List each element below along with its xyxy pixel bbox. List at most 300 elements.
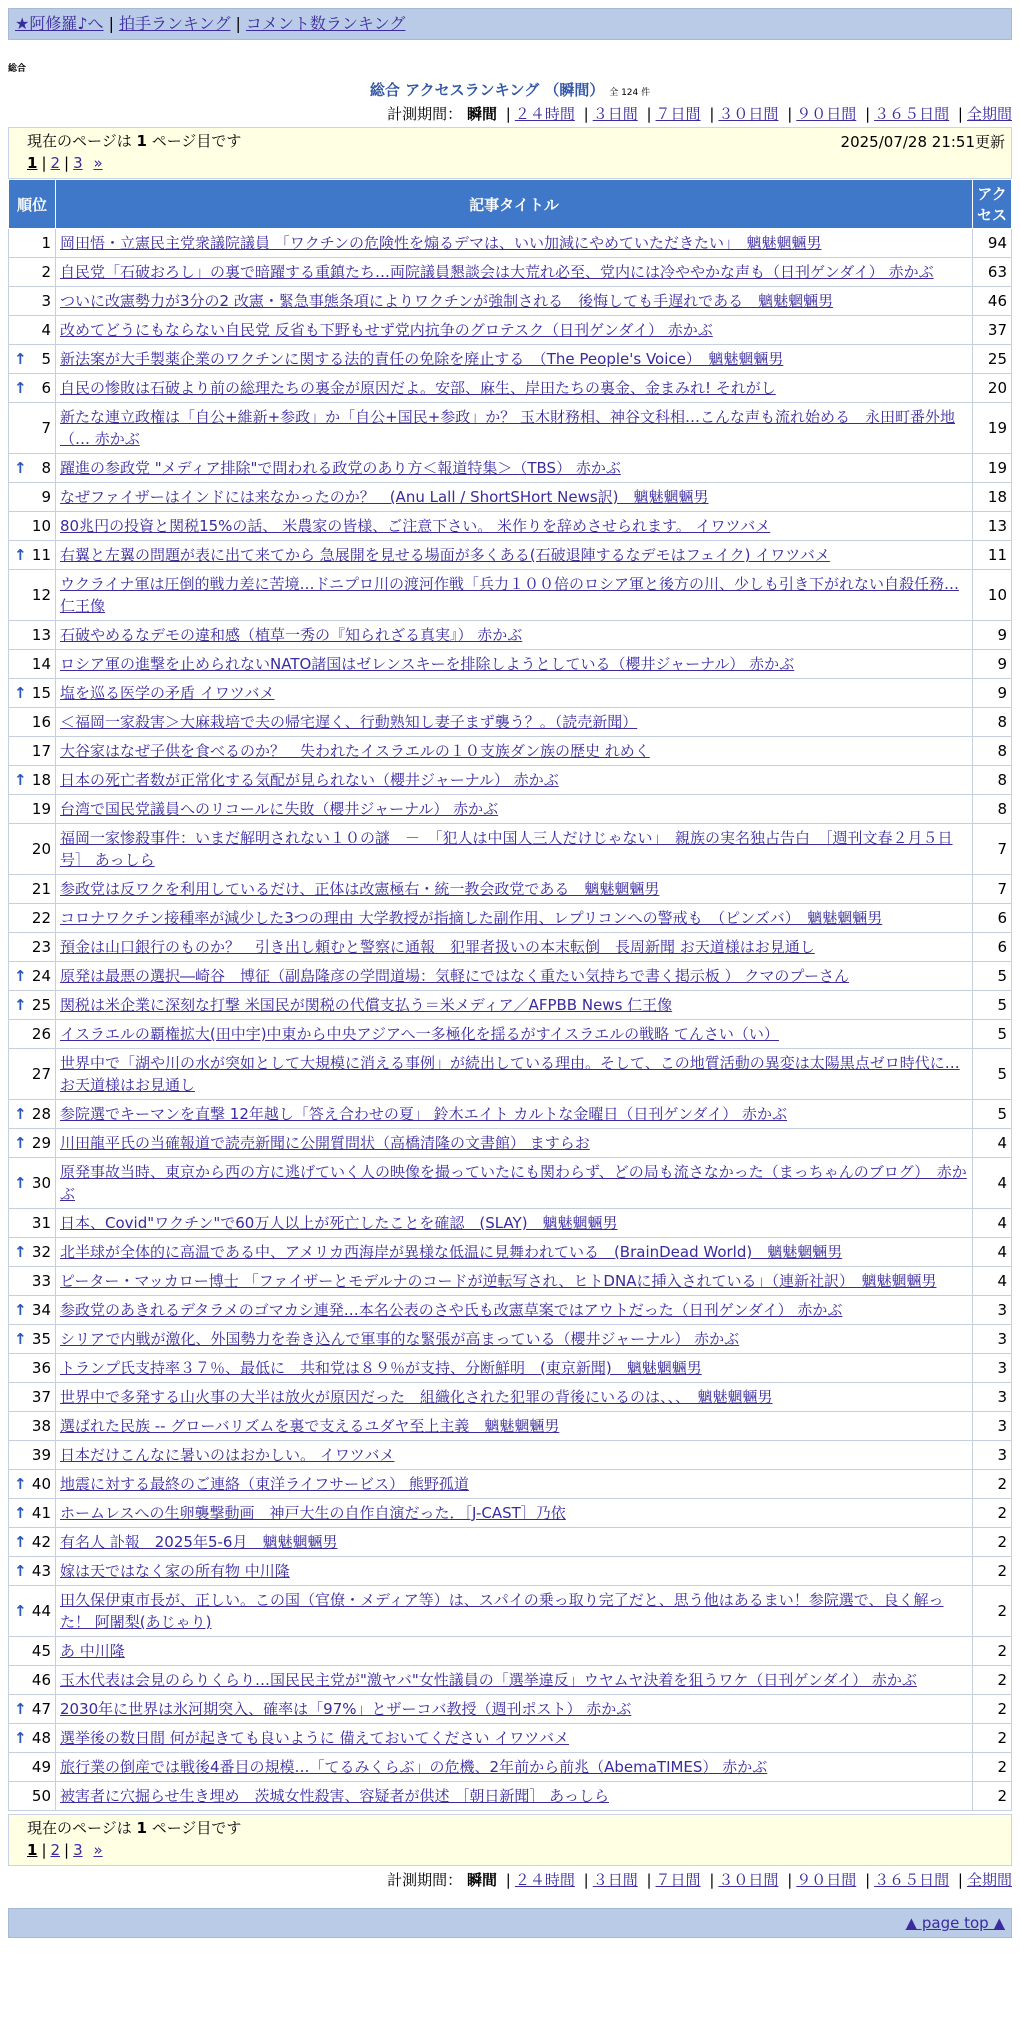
rank-cell	[9, 933, 56, 962]
table-row	[9, 1753, 1012, 1782]
home-link[interactable]: ★阿修羅♪へ	[15, 14, 104, 33]
access-count: 8	[973, 795, 1012, 824]
rank-cell	[9, 374, 56, 403]
rank-number: 14	[31, 655, 51, 673]
rank-number: 30	[31, 1174, 51, 1192]
table-row	[9, 483, 1012, 512]
period-link-all[interactable]: 全期間	[966, 105, 1012, 123]
article-link[interactable]: 大谷家はなぜ子供を食べるのか？ 失われたイスラエルの１０支族ダン族の歴史 れめく	[60, 742, 650, 760]
pager-top: 現在のページは 1 ページ目です 2025/07/28 21:51更新 1 | 2 | 3 »	[8, 127, 1012, 179]
rank-number: 12	[31, 586, 51, 604]
table-row	[9, 1412, 1012, 1441]
rank-cell	[9, 1557, 56, 1586]
rank-number: 15	[31, 684, 51, 702]
title-cell	[56, 316, 973, 345]
access-count: 2	[973, 1666, 1012, 1695]
period-selector-bottom: 計測期間： 瞬間 | ２４時間 | ３日間 | ７日間 | ３０日間 | ９０日間 | ３６５日間 | 全期間	[387, 1871, 1012, 1889]
access-count: 2	[973, 1724, 1012, 1753]
rank-number: 40	[31, 1475, 51, 1493]
rank-cell	[9, 962, 56, 991]
rank-number: 41	[31, 1504, 51, 1522]
table-row	[9, 1637, 1012, 1666]
rank-cell	[9, 650, 56, 679]
table-row	[9, 229, 1012, 258]
rank-cell	[9, 1470, 56, 1499]
period-selector-top: 計測期間： 瞬間 | ２４時間 | ３日間 | ７日間 | ３０日間 | ９０日間 | ３６５日間 | 全期間	[387, 105, 1012, 123]
rank-cell	[9, 1499, 56, 1528]
rank-cell	[9, 229, 56, 258]
rank-number: 8	[41, 459, 51, 477]
page-2-link[interactable]: 2	[50, 1841, 61, 1859]
title-cell	[56, 1383, 973, 1412]
access-count: 2	[973, 1499, 1012, 1528]
title-cell	[56, 1325, 973, 1354]
rank-number: 43	[31, 1562, 51, 1580]
title-header: 記事タイトル	[56, 180, 973, 229]
article-link[interactable]: ホームレスへの生卵襲撃動画 神戸大生の自作自演だった．［J-CAST］乃依	[60, 1504, 566, 1522]
rank-number: 25	[31, 996, 51, 1014]
period-link-24h[interactable]: ２４時間	[514, 1871, 575, 1889]
title-cell	[56, 541, 973, 570]
rank-cell	[9, 1020, 56, 1049]
rank-cell	[9, 737, 56, 766]
rank-header: 順位	[9, 180, 56, 229]
article-link[interactable]: 原発事故当時、東京から西の方に逃げていく人の映像を撮っていたにも関わらず、どの局も流さなかった（まっちゃんのブログ） 赤かぶ	[60, 1163, 967, 1203]
page-title-line	[0, 79, 1020, 100]
article-link[interactable]: 参政党は反ワクを利用しているだけ、正体は改憲極右・統一教会政党である 魑魅魍魎男	[60, 880, 660, 898]
access-count: 7	[973, 824, 1012, 875]
article-link[interactable]: 新たな連立政権は「自公+維新+参政」か「自公+国民+参政」か？ 玉木財務相、神谷文科相…こんな声も流れ始める 永田町番外地（… 赤かぶ	[60, 408, 956, 448]
article-link[interactable]: 日本の死亡者数が正常化する気配が見られない（櫻井ジャーナル） 赤かぶ	[60, 771, 559, 789]
access-count: 2	[973, 1637, 1012, 1666]
table-row	[9, 454, 1012, 483]
table-row	[9, 1528, 1012, 1557]
access-count: 6	[973, 904, 1012, 933]
title-cell	[56, 1557, 973, 1586]
page-top-link[interactable]: ▲ page top ▲	[905, 1914, 1005, 1932]
title-cell	[56, 1238, 973, 1267]
rank-number: 31	[31, 1214, 51, 1232]
table-row	[9, 766, 1012, 795]
access-count: 5	[973, 1049, 1012, 1100]
rank-number: 19	[31, 800, 51, 818]
title-cell	[56, 1782, 973, 1811]
table-row	[9, 737, 1012, 766]
rank-cell	[9, 795, 56, 824]
total-count: 全 124 件	[609, 88, 651, 98]
title-cell	[56, 650, 973, 679]
rank-cell	[9, 1782, 56, 1811]
rank-cell	[9, 512, 56, 541]
table-row	[9, 374, 1012, 403]
rank-number: 50	[31, 1787, 51, 1805]
title-cell	[56, 1412, 973, 1441]
rank-cell	[9, 679, 56, 708]
rank-up-arrow-icon: ↑	[14, 459, 27, 477]
title-cell	[56, 991, 973, 1020]
rank-number: 10	[31, 517, 51, 535]
title-cell	[56, 1354, 973, 1383]
article-link[interactable]: 躍進の参政党 "メディア排除"で問われる政党のあり方＜報道特集＞（TBS） 赤かぶ	[60, 459, 621, 477]
rank-number: 45	[31, 1642, 51, 1660]
rank-cell	[9, 766, 56, 795]
bottom-bar	[8, 1908, 1012, 1938]
title-cell	[56, 1158, 973, 1209]
table-row	[9, 1209, 1012, 1238]
title-cell	[56, 1637, 973, 1666]
article-link[interactable]: 自民の惨敗は石破より前の総理たちの裏金が原因だよ。安部、麻生、岸田たちの裏金、金まみれ! それがし	[60, 379, 776, 397]
pager-current-number: 1	[136, 1819, 147, 1837]
rank-cell	[9, 1354, 56, 1383]
period-link-30d[interactable]: ３０日間	[718, 1871, 779, 1889]
title-cell	[56, 708, 973, 737]
title-cell	[56, 875, 973, 904]
access-count: 4	[973, 1158, 1012, 1209]
rank-number: 36	[31, 1359, 51, 1377]
rank-number: 18	[31, 771, 51, 789]
rank-number: 48	[31, 1729, 51, 1747]
period-link-7d[interactable]: ７日間	[655, 1871, 701, 1889]
rank-cell	[9, 403, 56, 454]
title-cell	[56, 766, 973, 795]
access-count: 2	[973, 1557, 1012, 1586]
table-row	[9, 1441, 1012, 1470]
rank-up-arrow-icon: ↑	[14, 1134, 27, 1152]
applause-ranking-link[interactable]: 拍手ランキング	[118, 14, 231, 33]
table-row	[9, 1354, 1012, 1383]
table-row	[9, 541, 1012, 570]
article-link[interactable]: ＜福岡一家殺害＞大麻栽培で夫の帰宅遅く、行動熟知し妻子まず襲う？。（読売新聞）	[60, 713, 638, 731]
article-link[interactable]: 嫁は天ではなく家の所有物 中川隆	[60, 1562, 290, 1580]
article-link[interactable]: 世界中で「湖や川の水が突如として大規模に消える事例」が続出している理由。そして、この地質活動の異変は太陽黒点ゼロ時代に… お天道様はお見通し	[60, 1054, 960, 1094]
article-link[interactable]: 旅行業の倒産では戦後4番目の規模…「てるみくらぶ」の危機、2年前から前兆（AbemaTIMES） 赤かぶ	[60, 1758, 768, 1776]
rank-number: 20	[31, 840, 51, 858]
article-link[interactable]: 川田龍平氏の当確報道で読売新聞に公開質問状（高橋清隆の文書館） ますらお	[60, 1134, 590, 1152]
rank-number: 44	[31, 1602, 51, 1620]
period-link-90d[interactable]: ９０日間	[796, 1871, 857, 1889]
table-row	[9, 1129, 1012, 1158]
article-link[interactable]: あ 中川隆	[60, 1642, 125, 1660]
period-link-24h[interactable]: ２４時間	[514, 105, 575, 123]
access-count: 2	[973, 1782, 1012, 1811]
title-cell	[56, 483, 973, 512]
table-row	[9, 962, 1012, 991]
rank-number: 37	[31, 1388, 51, 1406]
rank-number: 11	[31, 546, 51, 564]
rank-number: 6	[41, 379, 51, 397]
rank-cell	[9, 904, 56, 933]
title-cell	[56, 1020, 973, 1049]
article-link[interactable]: 右翼と左翼の問題が表に出て来てから 急展開を見せる場面が多くある(石破退陣するなデモはフェイク) イワツバメ	[60, 546, 830, 564]
rank-cell	[9, 1325, 56, 1354]
rank-number: 38	[31, 1417, 51, 1435]
rank-cell	[9, 1528, 56, 1557]
article-link[interactable]: 有名人 訃報 2025年5-6月 魑魅魍魎男	[60, 1533, 338, 1551]
access-count: 37	[973, 316, 1012, 345]
table-row	[9, 1499, 1012, 1528]
rank-number: 28	[31, 1105, 51, 1123]
rank-number: 9	[41, 488, 51, 506]
table-row	[9, 1049, 1012, 1100]
table-row	[9, 1383, 1012, 1412]
rank-cell	[9, 1753, 56, 1782]
rank-number: 1	[41, 234, 51, 252]
title-cell	[56, 1049, 973, 1100]
table-row	[9, 621, 1012, 650]
article-link[interactable]: 参政党のあきれるデタラメのゴマカシ連発…本名公表のさや氏も改憲草案ではアウトだった（日刊ゲンダイ） 赤かぶ	[60, 1301, 843, 1319]
article-link[interactable]: 岡田悟・立憲民主党衆議院議員 「ワクチンの危険性を煽るデマは、いい加減にやめていただきたい」 魑魅魍魎男	[60, 234, 822, 252]
rank-cell	[9, 483, 56, 512]
rank-number: 21	[31, 880, 51, 898]
article-link[interactable]: 自民党「石破おろし」の裏で暗躍する重鎮たち…両院議員懇談会は大荒れ必至、党内には冷ややかな声も（日刊ゲンダイ） 赤かぶ	[60, 263, 934, 281]
article-link[interactable]: 日本だけこんなに暑いのはおかしい。 イワツバメ	[60, 1446, 395, 1464]
rank-cell	[9, 1129, 56, 1158]
article-link[interactable]: 田久保伊東市長が、正しい。この国（官僚・メディア等）は、スパイの乗っ取り完了だと、思う他はあるまい！参院選で、良く解った！ 阿闍梨(あじゃり)	[60, 1591, 944, 1631]
access-count: 6	[973, 933, 1012, 962]
period-current: 瞬間	[466, 105, 497, 123]
rank-number: 26	[31, 1025, 51, 1043]
access-header: アクセス	[973, 180, 1012, 229]
rank-number: 4	[41, 321, 51, 339]
rank-number: 39	[31, 1446, 51, 1464]
rank-cell	[9, 1666, 56, 1695]
access-count: 18	[973, 483, 1012, 512]
page-1-current: 1	[27, 1841, 38, 1859]
period-link-3d[interactable]: ３日間	[592, 105, 638, 123]
article-link[interactable]: ついに改憲勢力が3分の2 改憲・緊急事態条項によりワクチンが強制される 後悔しても手遅れである 魑魅魍魎男	[60, 292, 834, 310]
access-count: 2	[973, 1470, 1012, 1499]
access-count: 2	[973, 1586, 1012, 1637]
article-link[interactable]: ピーター・マッカロー博士 「ファイザーとモデルナのコードが逆転写され、ヒトDNAに挿入されている」（連新社訳） 魑魅魍魎男	[60, 1272, 937, 1290]
rank-up-arrow-icon: ↑	[14, 1301, 27, 1319]
title-cell	[56, 287, 973, 316]
next-page-link[interactable]: »	[93, 1841, 103, 1859]
title-cell	[56, 512, 973, 541]
article-link[interactable]: 台湾で国民党議員へのリコールに失敗（櫻井ジャーナル） 赤かぶ	[60, 800, 499, 818]
article-link[interactable]: コロナワクチン接種率が減少した3つの理由 大学教授が指摘した副作用、レプリコンへの警戒も （ピンズバ） 魑魅魍魎男	[60, 909, 883, 927]
period-link-7d[interactable]: ７日間	[655, 105, 701, 123]
title-cell	[56, 1753, 973, 1782]
rank-number: 27	[31, 1065, 51, 1083]
rank-up-arrow-icon: ↑	[14, 350, 27, 368]
article-link[interactable]: 原発は最悪の選択―崎谷 博征（副島隆彦の学問道場：気軽にではなく重たい気持ちで書く掲示板 ） クマのプーさん	[60, 967, 849, 985]
access-count: 2	[973, 1753, 1012, 1782]
period-link-3d[interactable]: ３日間	[592, 1871, 638, 1889]
rank-up-arrow-icon: ↑	[14, 379, 27, 397]
rank-number: 35	[31, 1330, 51, 1348]
title-cell	[56, 454, 973, 483]
rank-cell	[9, 1296, 56, 1325]
rank-up-arrow-icon: ↑	[14, 996, 27, 1014]
rank-cell	[9, 1724, 56, 1753]
access-count: 9	[973, 621, 1012, 650]
table-row	[9, 345, 1012, 374]
page-1-current: 1	[27, 154, 38, 172]
ranking-table	[8, 179, 1012, 1811]
table-row	[9, 1020, 1012, 1049]
table-row	[9, 795, 1012, 824]
access-count: 5	[973, 1100, 1012, 1129]
rank-number: 22	[31, 909, 51, 927]
table-row	[9, 650, 1012, 679]
rank-up-arrow-icon: ↑	[14, 1533, 27, 1551]
rank-cell	[9, 1158, 56, 1209]
article-link[interactable]: 新法案が大手製薬企業のワクチンに関する法的責任の免除を廃止する （The People's Voice） 魑魅魍魎男	[60, 350, 784, 368]
article-link[interactable]: トランプ氏支持率３７％、最低に 共和党は８９％が支持、分断鮮明 (東京新聞) 魑魅魍魎男	[60, 1359, 702, 1377]
rank-cell	[9, 824, 56, 875]
comment-ranking-link[interactable]: コメント数ランキング	[245, 14, 406, 33]
period-link-90d[interactable]: ９０日間	[796, 105, 857, 123]
title-cell	[56, 1209, 973, 1238]
rank-cell	[9, 258, 56, 287]
updated-timestamp: 2025/07/28 21:51更新	[840, 133, 1005, 151]
article-link[interactable]: シリアで内戦が激化、外国勢力を巻き込んで軍事的な緊張が高まっている（櫻井ジャーナル） 赤かぶ	[60, 1330, 740, 1348]
article-link[interactable]: 選ばれた民族 -- グローバリズムを裏で支えるユダヤ至上主義 魑魅魍魎男	[60, 1417, 560, 1435]
rank-up-arrow-icon: ↑	[14, 546, 27, 564]
table-row	[9, 933, 1012, 962]
article-link[interactable]: 世界中で多発する山火事の大半は放火が原因だった 組織化された犯罪の背後にいるのは、、、 魑魅魍魎男	[60, 1388, 773, 1406]
section-label: 総合	[8, 64, 27, 74]
rank-cell	[9, 541, 56, 570]
article-link[interactable]: 玉木代表は会見のらりくらり…国民民主党が"激ヤバ"女性議員の「選挙違反」ウヤムヤ決着を狙うワケ（日刊ゲンダイ） 赤かぶ	[60, 1671, 917, 1689]
rank-number: 13	[31, 626, 51, 644]
title-cell	[56, 570, 973, 621]
rank-cell	[9, 1586, 56, 1637]
table-row	[9, 316, 1012, 345]
article-link[interactable]: 石破やめるなデモの違和感（植草一秀の『知られざる真実』） 赤かぶ	[60, 626, 523, 644]
rank-up-arrow-icon: ↑	[14, 1475, 27, 1493]
rank-number: 17	[31, 742, 51, 760]
rank-up-arrow-icon: ↑	[14, 1729, 27, 1747]
page-3-link[interactable]: 3	[73, 154, 83, 172]
article-link[interactable]: イスラエルの覇権拡大(田中宇)中東から中央アジアへ一多極化を揺るがすイスラエルの戦略 てんさい（い）	[60, 1025, 779, 1043]
pager-text: ページ目です	[151, 1819, 242, 1837]
page-3-link[interactable]: 3	[73, 1841, 83, 1859]
rank-up-arrow-icon: ↑	[14, 1330, 27, 1348]
article-link[interactable]: 地震に対する最終のご連絡（東洋ライフサービス） 熊野孤道	[60, 1475, 469, 1493]
rank-up-arrow-icon: ↑	[14, 1602, 27, 1620]
rank-number: 23	[31, 938, 51, 956]
rank-cell	[9, 1441, 56, 1470]
period-link-30d[interactable]: ３０日間	[718, 105, 779, 123]
article-link[interactable]: 北半球が全体的に高温である中、アメリカ西海岸が異様な低温に見舞われている (BrainDead World) 魑魅魍魎男	[60, 1243, 843, 1261]
access-count: 5	[973, 1020, 1012, 1049]
table-row	[9, 570, 1012, 621]
rank-number: 49	[31, 1758, 51, 1776]
pager-text: 現在のページは	[27, 1819, 132, 1837]
title-cell	[56, 1470, 973, 1499]
period-label: 計測期間：	[387, 105, 463, 123]
table-row	[9, 1100, 1012, 1129]
access-count: 3	[973, 1325, 1012, 1354]
table-row	[9, 679, 1012, 708]
article-link[interactable]: 80兆円の投資と関税15%の話、 米農家の皆様、ご注意下さい。 米作りを辞めさせられます。 イワツバメ	[60, 517, 771, 535]
article-link[interactable]: 参院選でキーマンを直撃 12年越し「答え合わせの夏」 鈴木エイト カルトな金曜日（日刊ゲンダイ） 赤かぶ	[60, 1105, 787, 1123]
rank-cell	[9, 570, 56, 621]
access-count: 4	[973, 1209, 1012, 1238]
article-link[interactable]: 改めてどうにもならない自民党 反省も下野もせず党内抗争のグロテスク（日刊ゲンダイ） 赤かぶ	[60, 321, 713, 339]
title-cell	[56, 904, 973, 933]
rank-number: 32	[31, 1243, 51, 1261]
title-cell	[56, 1129, 973, 1158]
page-2-link[interactable]: 2	[50, 154, 61, 172]
rank-up-arrow-icon: ↑	[14, 1562, 27, 1580]
rank-cell	[9, 1238, 56, 1267]
table-row	[9, 1470, 1012, 1499]
article-link[interactable]: 関税は米企業に深刻な打撃 米国民が関税の代償支払う＝米メディア／AFPBB News 仁王像	[60, 996, 673, 1014]
article-link[interactable]: ウクライナ軍は圧倒的戦力差に苦境…ドニプロ川の渡河作戦「兵力１００倍のロシア軍と後方の川、少しも引き下がれない自殺任務… 仁王像	[60, 575, 959, 615]
access-count: 3	[973, 1296, 1012, 1325]
table-row	[9, 1296, 1012, 1325]
title-cell	[56, 621, 973, 650]
access-count: 5	[973, 991, 1012, 1020]
table-row	[9, 1238, 1012, 1267]
article-link[interactable]: なぜファイザーはインドには来なかったのか？ (Anu Lall / ShortSHort News訳) 魑魅魍魎男	[60, 488, 709, 506]
article-link[interactable]: 被害者に穴掘らせ生き埋め 茨城女性殺害、容疑者が供述 ［朝日新聞］ あっしら	[60, 1787, 609, 1805]
access-count: 9	[973, 650, 1012, 679]
rank-number: 34	[31, 1301, 51, 1319]
rank-cell	[9, 1412, 56, 1441]
rank-cell	[9, 345, 56, 374]
rank-up-arrow-icon: ↑	[14, 771, 27, 789]
title-cell	[56, 824, 973, 875]
article-link[interactable]: 塩を巡る医学の矛盾 イワツバメ	[60, 684, 275, 702]
rank-cell	[9, 991, 56, 1020]
rank-number: 24	[31, 967, 51, 985]
rank-cell	[9, 454, 56, 483]
period-label: 計測期間：	[387, 1871, 463, 1889]
article-link[interactable]: 預金は山口銀行のものか？ 引き出し頼むと警察に通報 犯罪者扱いの本末転倒 長周新聞 お天道様はお見通し	[60, 938, 815, 956]
access-count: 3	[973, 1383, 1012, 1412]
period-link-all[interactable]: 全期間	[966, 1871, 1012, 1889]
article-link[interactable]: 2030年に世界は氷河期突入、確率は「97%」とザーコバ教授（週刊ポスト） 赤かぶ	[60, 1700, 632, 1718]
table-row	[9, 991, 1012, 1020]
table-row	[9, 708, 1012, 737]
title-cell	[56, 345, 973, 374]
title-cell	[56, 229, 973, 258]
period-link-365d[interactable]: ３６５日間	[874, 105, 950, 123]
access-count: 3	[973, 1412, 1012, 1441]
access-count: 3	[973, 1354, 1012, 1383]
access-count: 46	[973, 287, 1012, 316]
rank-number: 3	[41, 292, 51, 310]
rank-up-arrow-icon: ↑	[14, 1174, 27, 1192]
rank-number: 46	[31, 1671, 51, 1689]
rank-cell	[9, 316, 56, 345]
title-cell	[56, 1528, 973, 1557]
next-page-link[interactable]: »	[93, 154, 103, 172]
access-count: 8	[973, 737, 1012, 766]
article-link[interactable]: 福岡一家惨殺事件：いまだ解明されない１０の謎 － 「犯人は中国人三人だけじゃない」 親族の実名独占告白 ［週刊文春２月５日号］ あっしら	[60, 829, 953, 869]
access-count: 4	[973, 1267, 1012, 1296]
rank-cell	[9, 708, 56, 737]
table-row	[9, 1267, 1012, 1296]
pager-text: 現在のページは	[27, 132, 132, 150]
rank-cell	[9, 1267, 56, 1296]
access-count: 3	[973, 1441, 1012, 1470]
title-cell	[56, 1441, 973, 1470]
period-link-365d[interactable]: ３６５日間	[874, 1871, 950, 1889]
title-cell	[56, 1499, 973, 1528]
access-count: 25	[973, 345, 1012, 374]
access-count: 2	[973, 1695, 1012, 1724]
article-link[interactable]: ロシア軍の進撃を止められないNATO諸国はゼレンスキーを排除しようとしている（櫻井ジャーナル） 赤かぶ	[60, 655, 795, 673]
access-count: 9	[973, 679, 1012, 708]
rank-cell	[9, 287, 56, 316]
article-link[interactable]: 選挙後の数日間 何が起きても良いように 備えておいてください イワツバメ	[60, 1729, 570, 1747]
article-link[interactable]: 日本、Covid"ワクチン"で60万人以上が死亡したことを確認 (SLAY) 魑魅魍魎男	[60, 1214, 618, 1232]
table-row	[9, 1695, 1012, 1724]
